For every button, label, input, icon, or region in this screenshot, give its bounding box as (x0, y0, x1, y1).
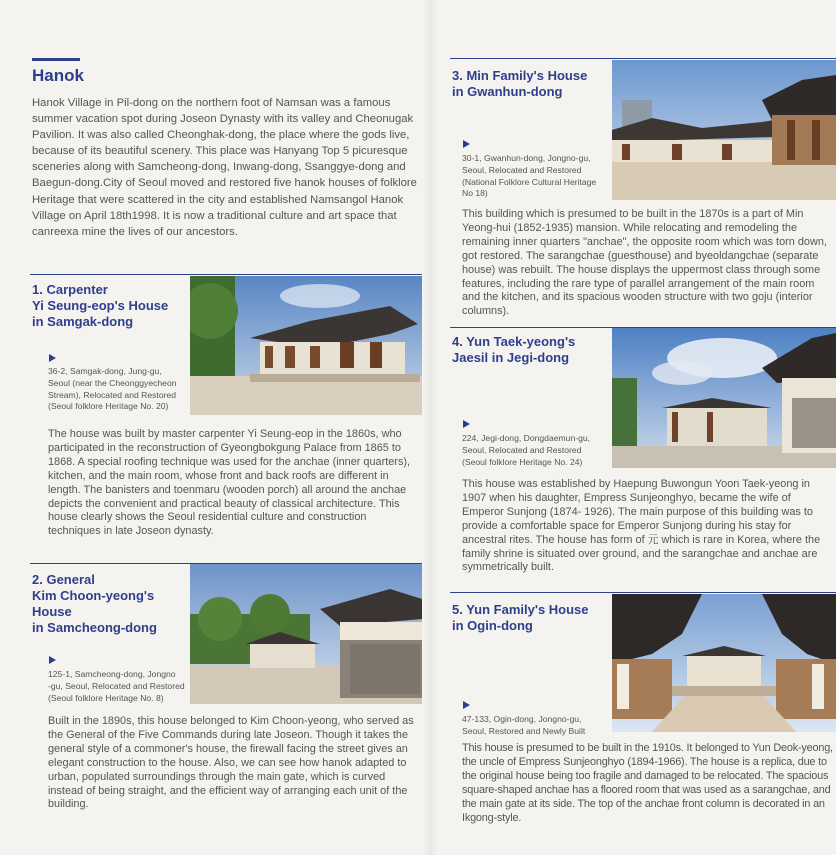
section-5-title: 5. Yun Family's House in Ogin-dong (452, 602, 589, 633)
section-1-address: 36-2, Samgak-dong, Jung-gu, Seoul (near the Cheonggyecheon Stream), Relocated and Restored (Seoul folklore Heritage No. 20) (48, 366, 177, 412)
section-3-photo (612, 60, 836, 200)
section-3-title: 3. Min Family's House in Gwanhun-dong (452, 68, 588, 99)
section-5-description: This house is presumed to be built in the 1910s. It belonged to Yun Deok-yeong, the uncle of Empress Sunjeonghyo (1894-1966). The house is a replica, due to the original house being too fragile and damaged to be relocated. The spacious square-shaped anchae has a floored room that was used as a sarangchae, and the main gate at its side. The top of the anchae front column is decorated in an Ikgong-style. (462, 742, 833, 824)
section-5-address: 47-133, Ogin-dong, Jongno-gu, Seoul, Restored and Newly Built (462, 714, 586, 736)
section-1-description: The house was built by master carpenter Yi Seung-eop in the 1860s, who participated in the reconstruction of Gyeongbokgung Palace from 1865 to 1868. A special roofing technique was used for the anchae (inner quarters), kitchen, and the main room, whose front and back roofs are different in length. The banisters and toenmaru (wooden porch) all around the anchae depicts the convenient and practical beauty of classical architecture. This house clearly shows the Seoul residential culture and construction techniques in late Joseon dynasty. (48, 428, 411, 538)
section-1-photo (190, 276, 422, 415)
title-accent-bar (32, 58, 80, 61)
arrow-icon (463, 140, 470, 148)
section-4-address: 224, Jegi-dong, Dongdaemun-gu, Seoul, Relocated and Restored (Seoul folklore Heritage No. 24) (462, 433, 591, 467)
section-1-title: 1. Carpenter Yi Seung-eop's House in Samgak-dong (32, 282, 169, 329)
intro-paragraph: Hanok Village in Pil-dong on the northern foot of Namsan was a famous summer vacation spot during Joseon Dynasty with its valley and Cheonugak Pavilion. It was also called Cheonghak-dong, the place where the gods live, because of its beautiful scenery. This place was Hanyang Top 5 picuresque sceneries along with Samcheong-dong, Inwang-dong, Ssanggye-dong and Baegun-dong.City of Seoul moved and restored five hanok houses of folklore Heritage that were scattered in the city and established Namsangol Hanok Village on April 18th1998. It is now a traditional culture and art space that canreexa mine the lives of our ancestors. (32, 97, 417, 238)
section-3-address: 30-1, Gwanhun-dong, Jongno-gu, Seoul, Relocated and Restored (National Folklore Cultural Heritage No 18) (462, 153, 597, 199)
arrow-icon (463, 420, 470, 428)
section-3-rule (450, 58, 836, 59)
section-2-description: Built in the 1890s, this house belonged to Kim Choon-yeong, who served as the General of the Five Commands during late Joseon. Though it takes the general style of a commoner's house, the firewall facing the street gives an elegant construction to the house. Also, we can see how hanok adapted to urban, populated surroundings through the main gate, which is curved instead of being straight, and the efficient way of arranging each unit of the building. (48, 715, 414, 811)
page-title: Hanok (32, 66, 84, 85)
arrow-icon (463, 701, 470, 709)
section-5-rule (450, 592, 836, 593)
arrow-icon (49, 354, 56, 362)
section-4-description: This house was established by Haepung Buwongun Yoon Taek-yeong in 1907 when his daughter, Empress Sunjeonghyo, became the wife of Emperor Sunjong (1874- 1926). The main purpose of this building was to provide a comfortable space for Emperor Sunjong during his stay for ancestral rites. The house has form of 元 which is rare in Korea, where the family shrine is situated over ground, and the sarangchae and anchae are symmetrically built. (462, 478, 821, 574)
section-4-title: 4. Yun Taek-yeong's Jaesil in Jegi-dong (452, 334, 576, 365)
page-fold (424, 0, 438, 855)
section-5-photo (612, 594, 836, 732)
arrow-icon (49, 656, 56, 664)
section-3-description: This building which is presumed to be built in the 1870s is a part of Min Yeong-hui (1852-1935) mansion. While relocating and remodeling the remaining inner quarters "anchae", the opposite room which was torn down, got restored. The sarangchae (guesthouse) and byeoldangchae (separate house) was rebuilt. The house displays the uppermost class through some features, including the rare type of parallel arrangement of the main room and the kitchen, and its spacious wooden structure with two goju (interior columns). (462, 208, 827, 318)
section-1-rule (30, 274, 422, 275)
section-2-title: 2. General Kim Choon-yeong's House in Samcheong-dong (32, 572, 157, 635)
section-4-photo (612, 328, 836, 468)
section-2-photo (190, 564, 422, 704)
section-2-address: 125-1, Samcheong-dong, Jongno -gu, Seoul, Relocated and Restored (Seoul folklore Heritage No. 8) (48, 669, 185, 703)
